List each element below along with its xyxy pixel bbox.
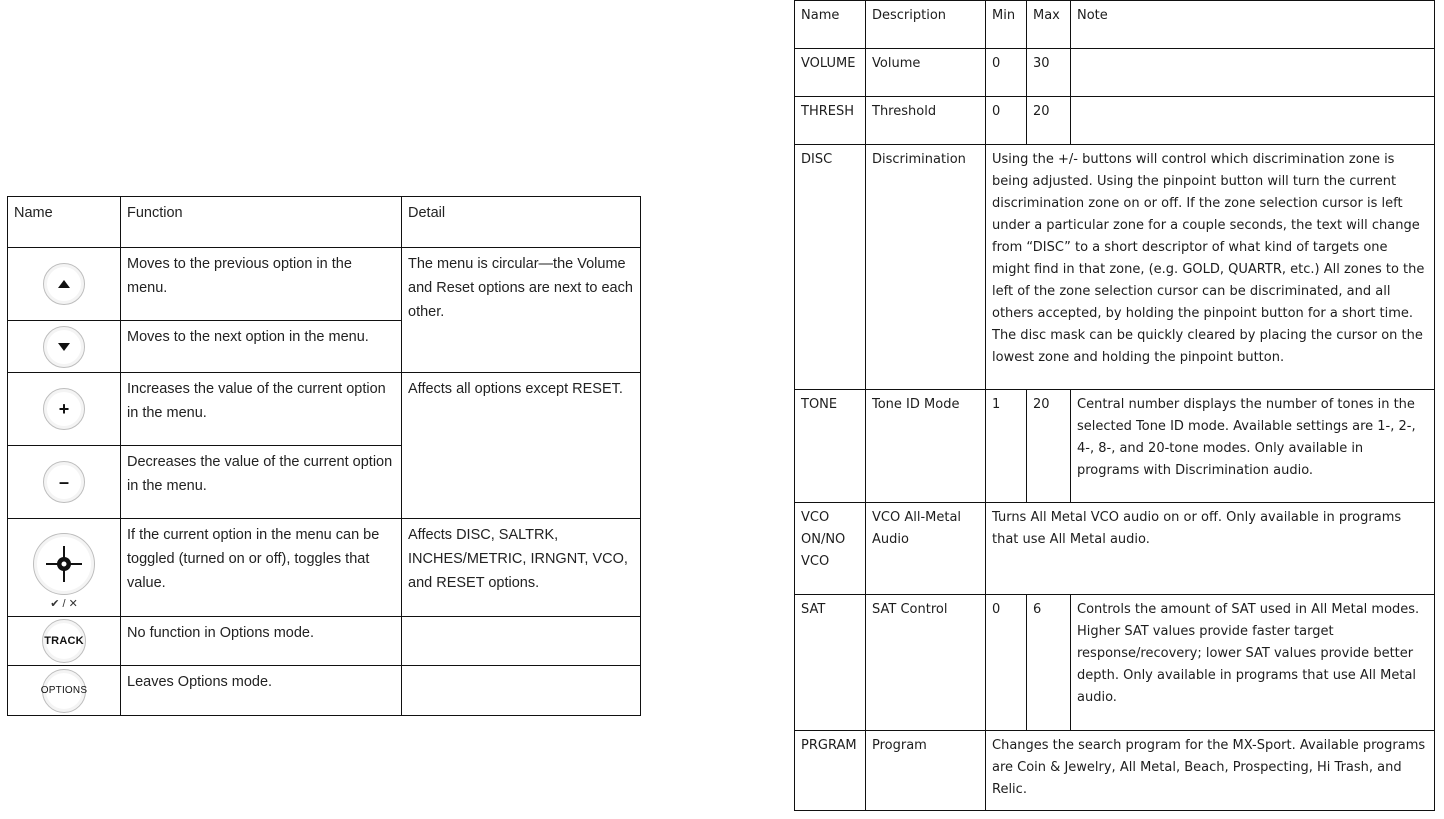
min-cell: 0	[986, 49, 1027, 97]
header-name: Name	[8, 197, 121, 248]
min-cell: 0	[986, 97, 1027, 145]
note-cell: Turns All Metal VCO audio on or off. Only available in programs that use All Metal audio.	[986, 503, 1435, 595]
table-row	[795, 503, 1435, 595]
description-cell: Program	[866, 731, 986, 811]
function-cell: Moves to the previous option in the menu.	[121, 248, 402, 321]
track-button-icon: TRACK	[42, 619, 86, 663]
table-row	[8, 519, 641, 617]
icon-cell	[8, 519, 121, 617]
function-cell: Decreases the value of the current option in the menu.	[121, 446, 402, 519]
note-cell: Controls the amount of SAT used in All Metal modes. Higher SAT values provide faster target response/recovery; lower SAT values provide better depth. Only available in programs that use All Metal audio.	[1071, 595, 1435, 731]
table-row	[795, 731, 1435, 811]
icon-cell	[8, 617, 121, 666]
button-function-table	[7, 196, 641, 716]
function-cell: No function in Options mode.	[121, 617, 402, 666]
description-cell: Tone ID Mode	[866, 390, 986, 503]
max-cell: 30	[1027, 49, 1071, 97]
min-cell: 0	[986, 595, 1027, 731]
description-cell: Threshold	[866, 97, 986, 145]
icon-cell	[8, 446, 121, 519]
icon-cell	[8, 373, 121, 446]
up-arrow-icon	[43, 263, 85, 305]
description-cell: SAT Control	[866, 595, 986, 731]
note-cell	[1071, 97, 1435, 145]
header-name: Name	[795, 1, 866, 49]
header-max: Max	[1027, 1, 1071, 49]
pinpoint-icon	[33, 533, 95, 595]
table-row	[8, 617, 641, 666]
description-cell: VCO All-Metal Audio	[866, 503, 986, 595]
function-cell: Leaves Options mode.	[121, 666, 402, 716]
plus-icon: +	[43, 388, 85, 430]
note-cell	[1071, 49, 1435, 97]
detail-cell: Affects DISC, SALTRK, INCHES/METRIC, IRNGNT, VCO, and RESET options.	[402, 519, 641, 617]
table-header-row	[8, 197, 641, 248]
header-note: Note	[1071, 1, 1435, 49]
table-header-row	[795, 1, 1435, 49]
icon-cell	[8, 321, 121, 373]
detail-cell	[402, 666, 641, 716]
name-cell: DISC	[795, 145, 866, 390]
detail-cell	[402, 617, 641, 666]
name-cell: TONE	[795, 390, 866, 503]
function-cell: Moves to the next option in the menu.	[121, 321, 402, 373]
table-row	[795, 49, 1435, 97]
detail-cell: The menu is circular—the Volume and Reset options are next to each other.	[402, 248, 641, 373]
header-function: Function	[121, 197, 402, 248]
minus-icon: –	[43, 461, 85, 503]
icon-cell	[8, 248, 121, 321]
name-cell: VCO ON/NO VCO	[795, 503, 866, 595]
name-cell: VOLUME	[795, 49, 866, 97]
description-cell: Discrimination	[866, 145, 986, 390]
table-row	[795, 390, 1435, 503]
header-min: Min	[986, 1, 1027, 49]
name-cell: SAT	[795, 595, 866, 731]
name-cell: PRGRAM	[795, 731, 866, 811]
max-cell: 20	[1027, 390, 1071, 503]
table-row	[795, 97, 1435, 145]
settings-table	[794, 0, 1435, 811]
header-detail: Detail	[402, 197, 641, 248]
icon-cell	[8, 666, 121, 716]
description-cell: Volume	[866, 49, 986, 97]
min-cell: 1	[986, 390, 1027, 503]
note-cell: Central number displays the number of tones in the selected Tone ID mode. Available settings are 1-, 2-, 4-, 8-, and 20-tone modes. Only available in programs with Discrimination audio.	[1071, 390, 1435, 503]
function-cell: Increases the value of the current option in the menu.	[121, 373, 402, 446]
table-row	[8, 248, 641, 321]
function-cell: If the current option in the menu can be toggled (turned on or off), toggles that value.	[121, 519, 402, 617]
max-cell: 20	[1027, 97, 1071, 145]
table-row	[795, 595, 1435, 731]
name-cell: THRESH	[795, 97, 866, 145]
note-cell: Changes the search program for the MX-Sport. Available programs are Coin & Jewelry, All Metal, Beach, Prospecting, Hi Trash, and Relic.	[986, 731, 1435, 811]
note-cell: Using the +/- buttons will control which discrimination zone is being adjusted. Using the pinpoint button will turn the current discrimination zone on or off. If the zone selection cursor is left under a particular zone for a couple seconds, the text will change from “DISC” to a short descriptor of what kind of targets one might find in that zone, (e.g. GOLD, QUARTR, etc.) All zones to the left of the zone selection cursor can be discriminated, and all others accepted, by holding the pinpoint button for a short time. The disc mask can be quickly cleared by placing the cursor on the lowest zone and holding the pinpoint button.	[986, 145, 1435, 390]
table-row	[795, 145, 1435, 390]
table-row	[8, 666, 641, 716]
check-cross-caption: ✔ / ✕	[50, 598, 78, 610]
header-description: Description	[866, 1, 986, 49]
detail-cell: Affects all options except RESET.	[402, 373, 641, 519]
max-cell: 6	[1027, 595, 1071, 731]
table-row	[8, 373, 641, 446]
down-arrow-icon	[43, 326, 85, 368]
options-button-icon: OPTIONS	[42, 669, 86, 713]
